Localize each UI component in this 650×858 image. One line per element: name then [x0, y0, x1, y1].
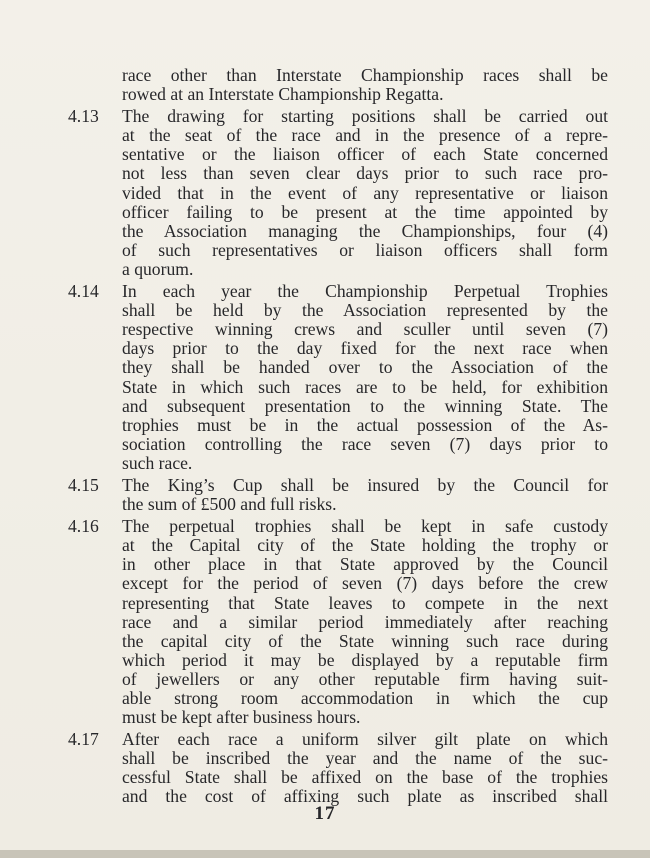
section-number: 4.15 — [68, 474, 99, 495]
text-line: a quorum. — [122, 258, 194, 279]
text-line: rowed at an Interstate Championship Regatta. — [122, 84, 444, 105]
text-line: except for the period of seven (7) days before the crew — [122, 573, 608, 594]
page-bottom-edge — [0, 850, 650, 858]
section-number — [68, 66, 122, 104]
text-line: The King’s Cup shall be insured by the Council for — [122, 474, 608, 495]
text-line: representing that State leaves to compete in the next — [122, 592, 608, 613]
text-line: at the seat of the race and in the presence of a repre- — [122, 125, 608, 146]
text-line: days prior to the day fixed for the next race when — [122, 338, 608, 359]
text-line: the capital city of the State winning such race during — [122, 630, 608, 651]
text-line: trophies must be in the actual possession of the As- — [122, 414, 608, 435]
section-text — [122, 66, 608, 104]
text-line: sentative or the liaison officer of each State concerned — [122, 144, 608, 165]
text-line: race other than Interstate Championship races shall be — [122, 65, 608, 85]
section-number: 4.13 — [68, 106, 99, 127]
text-line: shall be held by the Association represented by the — [122, 300, 608, 321]
page-number: 17 — [314, 803, 336, 824]
text-line: of jewellers or any other reputable firm having suit- — [122, 668, 608, 689]
text-line: must be kept after business hours. — [122, 707, 361, 728]
text-line: sociation controlling the race seven (7) days prior to — [122, 433, 608, 454]
text-line: race and a similar period immediately after reaching — [122, 611, 608, 632]
section-paragraph — [68, 107, 608, 279]
section-text — [122, 107, 608, 279]
section-paragraph — [68, 476, 608, 514]
section-paragraph — [68, 730, 608, 806]
text-line: The drawing for starting positions shall be carried out — [122, 106, 608, 127]
section-text — [122, 517, 608, 727]
text-line: in other place in that State approved by the Council — [122, 554, 608, 575]
text-line: respective winning crews and sculler until seven (7) — [122, 319, 608, 340]
text-line: In each year the Championship Perpetual Trophies — [122, 281, 608, 302]
text-line: The perpetual trophies shall be kept in safe custody — [122, 516, 608, 537]
text-line: State in which such races are to be held, for exhibition — [122, 376, 608, 397]
text-line: at the Capital city of the State holding the trophy or — [122, 535, 608, 556]
text-line: the Association managing the Championships, four (4) — [122, 220, 608, 241]
text-line: of such representatives or liaison officers shall form — [122, 239, 608, 260]
section-number: 4.17 — [68, 729, 99, 750]
section-text — [122, 282, 608, 473]
text-line: officer failing to be present at the time appointed by — [122, 201, 608, 222]
text-line: not less than seven clear days prior to such race pro- — [122, 163, 608, 184]
text-line: cessful State shall be affixed on the base of the trophies — [122, 767, 608, 788]
text-line: such race. — [122, 452, 193, 473]
text-line: shall be inscribed the year and the name of the suc- — [122, 748, 608, 769]
text-line: the sum of £500 and full risks. — [122, 494, 337, 515]
text-line: and subsequent presentation to the winning State. The — [122, 395, 608, 416]
text-line: they shall be handed over to the Association of the — [122, 357, 608, 378]
section-text — [122, 476, 608, 514]
section-paragraph — [68, 66, 608, 104]
text-line: vided that in the event of any representative or liaison — [122, 182, 608, 203]
text-line: and the cost of affixing such plate as inscribed shall — [122, 786, 608, 807]
document-body — [68, 66, 608, 810]
section-number: 4.16 — [68, 516, 99, 537]
text-line: After each race a uniform silver gilt plate on which — [122, 729, 608, 750]
section-number: 4.14 — [68, 281, 99, 302]
section-text — [122, 730, 608, 806]
section-paragraph — [68, 517, 608, 727]
section-paragraph — [68, 282, 608, 473]
text-line: able strong room accommodation in which the cup — [122, 688, 608, 708]
text-line: which period it may be displayed by a reputable firm — [122, 649, 608, 670]
